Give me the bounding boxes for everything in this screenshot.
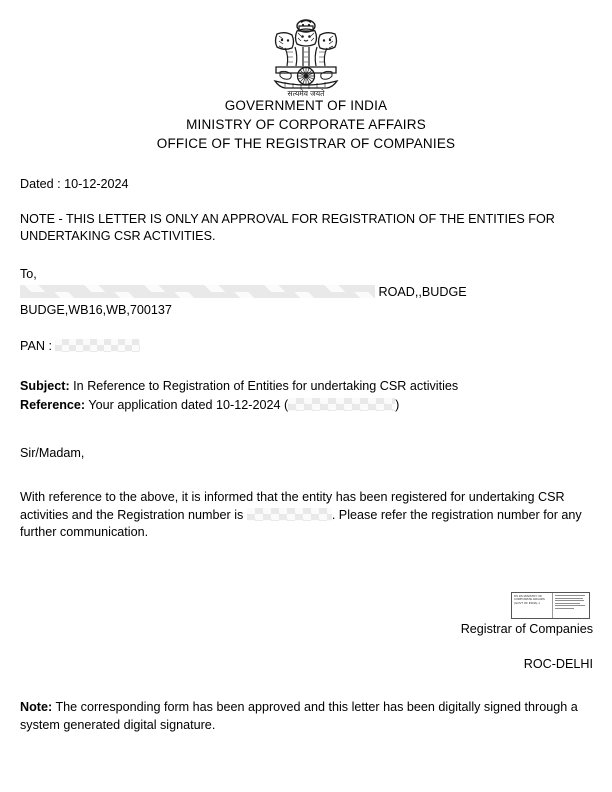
registrar-title: Registrar of Companies — [460, 622, 593, 636]
redacted-addressee-name — [20, 285, 375, 298]
footer-note-label: Note: — [20, 700, 53, 714]
subject-line — [20, 378, 594, 396]
dsc-detail-line — [555, 608, 574, 609]
body-part2: . Please refer the registration number for any further communication. — [20, 507, 582, 539]
reference-text-before: Your application dated 10-12-2024 ( — [85, 398, 289, 412]
header-line-government: GOVERNMENT OF INDIA — [224, 98, 388, 113]
address-line2: BUDGE,WB16,WB,700137 — [20, 302, 172, 317]
dsc-detail-line — [555, 603, 580, 604]
dsc-detail-line — [555, 595, 585, 596]
dated-value: 10-12-2024 — [64, 177, 129, 191]
footer-note-text: The corresponding form has been approved and this letter has been digitally signed through a system generated digital signature. — [20, 700, 578, 732]
header-line-office: OFFICE OF THE REGISTRAR OF COMPANIES — [156, 136, 456, 151]
addressee-address — [20, 284, 594, 319]
body-paragraph — [20, 489, 594, 542]
dsc-stamp-left-panel — [512, 593, 553, 618]
dated-line — [20, 176, 594, 194]
dsc-stamp-text: DS DS MINISTRY OF CORPORATE AFFAIRS (GOVT OF INDIA) 1 — [514, 593, 545, 605]
dated-label: Dated : — [20, 177, 65, 191]
header-line-ministry: MINISTRY OF CORPORATE AFFAIRS — [186, 117, 426, 132]
to-label: To, — [20, 266, 37, 281]
reference-label: Reference: — [20, 398, 86, 412]
reference-line — [20, 397, 594, 415]
emblem-container — [0, 14, 612, 103]
subject-label: Subject: — [20, 378, 70, 393]
dsc-detail-line — [555, 598, 583, 599]
redacted-registration-number — [247, 508, 332, 521]
address-line1-suffix: ROAD,,BUDGE — [375, 285, 467, 299]
pan-line — [20, 338, 594, 356]
roc-office-code: ROC-DELHI — [523, 657, 593, 671]
reference-text-after: ) — [395, 398, 400, 412]
dsc-detail-line — [555, 605, 585, 606]
letterhead — [0, 96, 612, 153]
subject-text: In Reference to Registration of Entities for undertaking CSR activities — [69, 378, 459, 393]
india-state-emblem-icon — [263, 14, 349, 98]
redacted-pan-value — [55, 339, 140, 352]
salutation: Sir/Madam, — [20, 445, 85, 460]
dsc-stamp-right-panel — [553, 593, 589, 618]
digital-signature-stamp — [511, 592, 590, 619]
approval-note: NOTE - THIS LETTER IS ONLY AN APPROVAL FOR REGISTRATION OF THE ENTITIES FOR UNDERTAKING CSR ACTIVITIES. — [20, 211, 555, 243]
svg-text:सत्यमेव जयते: सत्यमेव जयते — [287, 89, 325, 98]
footer-note — [20, 699, 594, 734]
pan-label: PAN : — [20, 339, 56, 353]
redacted-reference-number — [288, 398, 395, 411]
letter-body — [20, 176, 594, 542]
dsc-detail-line — [555, 600, 584, 601]
body-part1: With reference to the above, it is informed that the entity has been registered for undertaking CSR activities and the Registration number is — [20, 490, 565, 522]
